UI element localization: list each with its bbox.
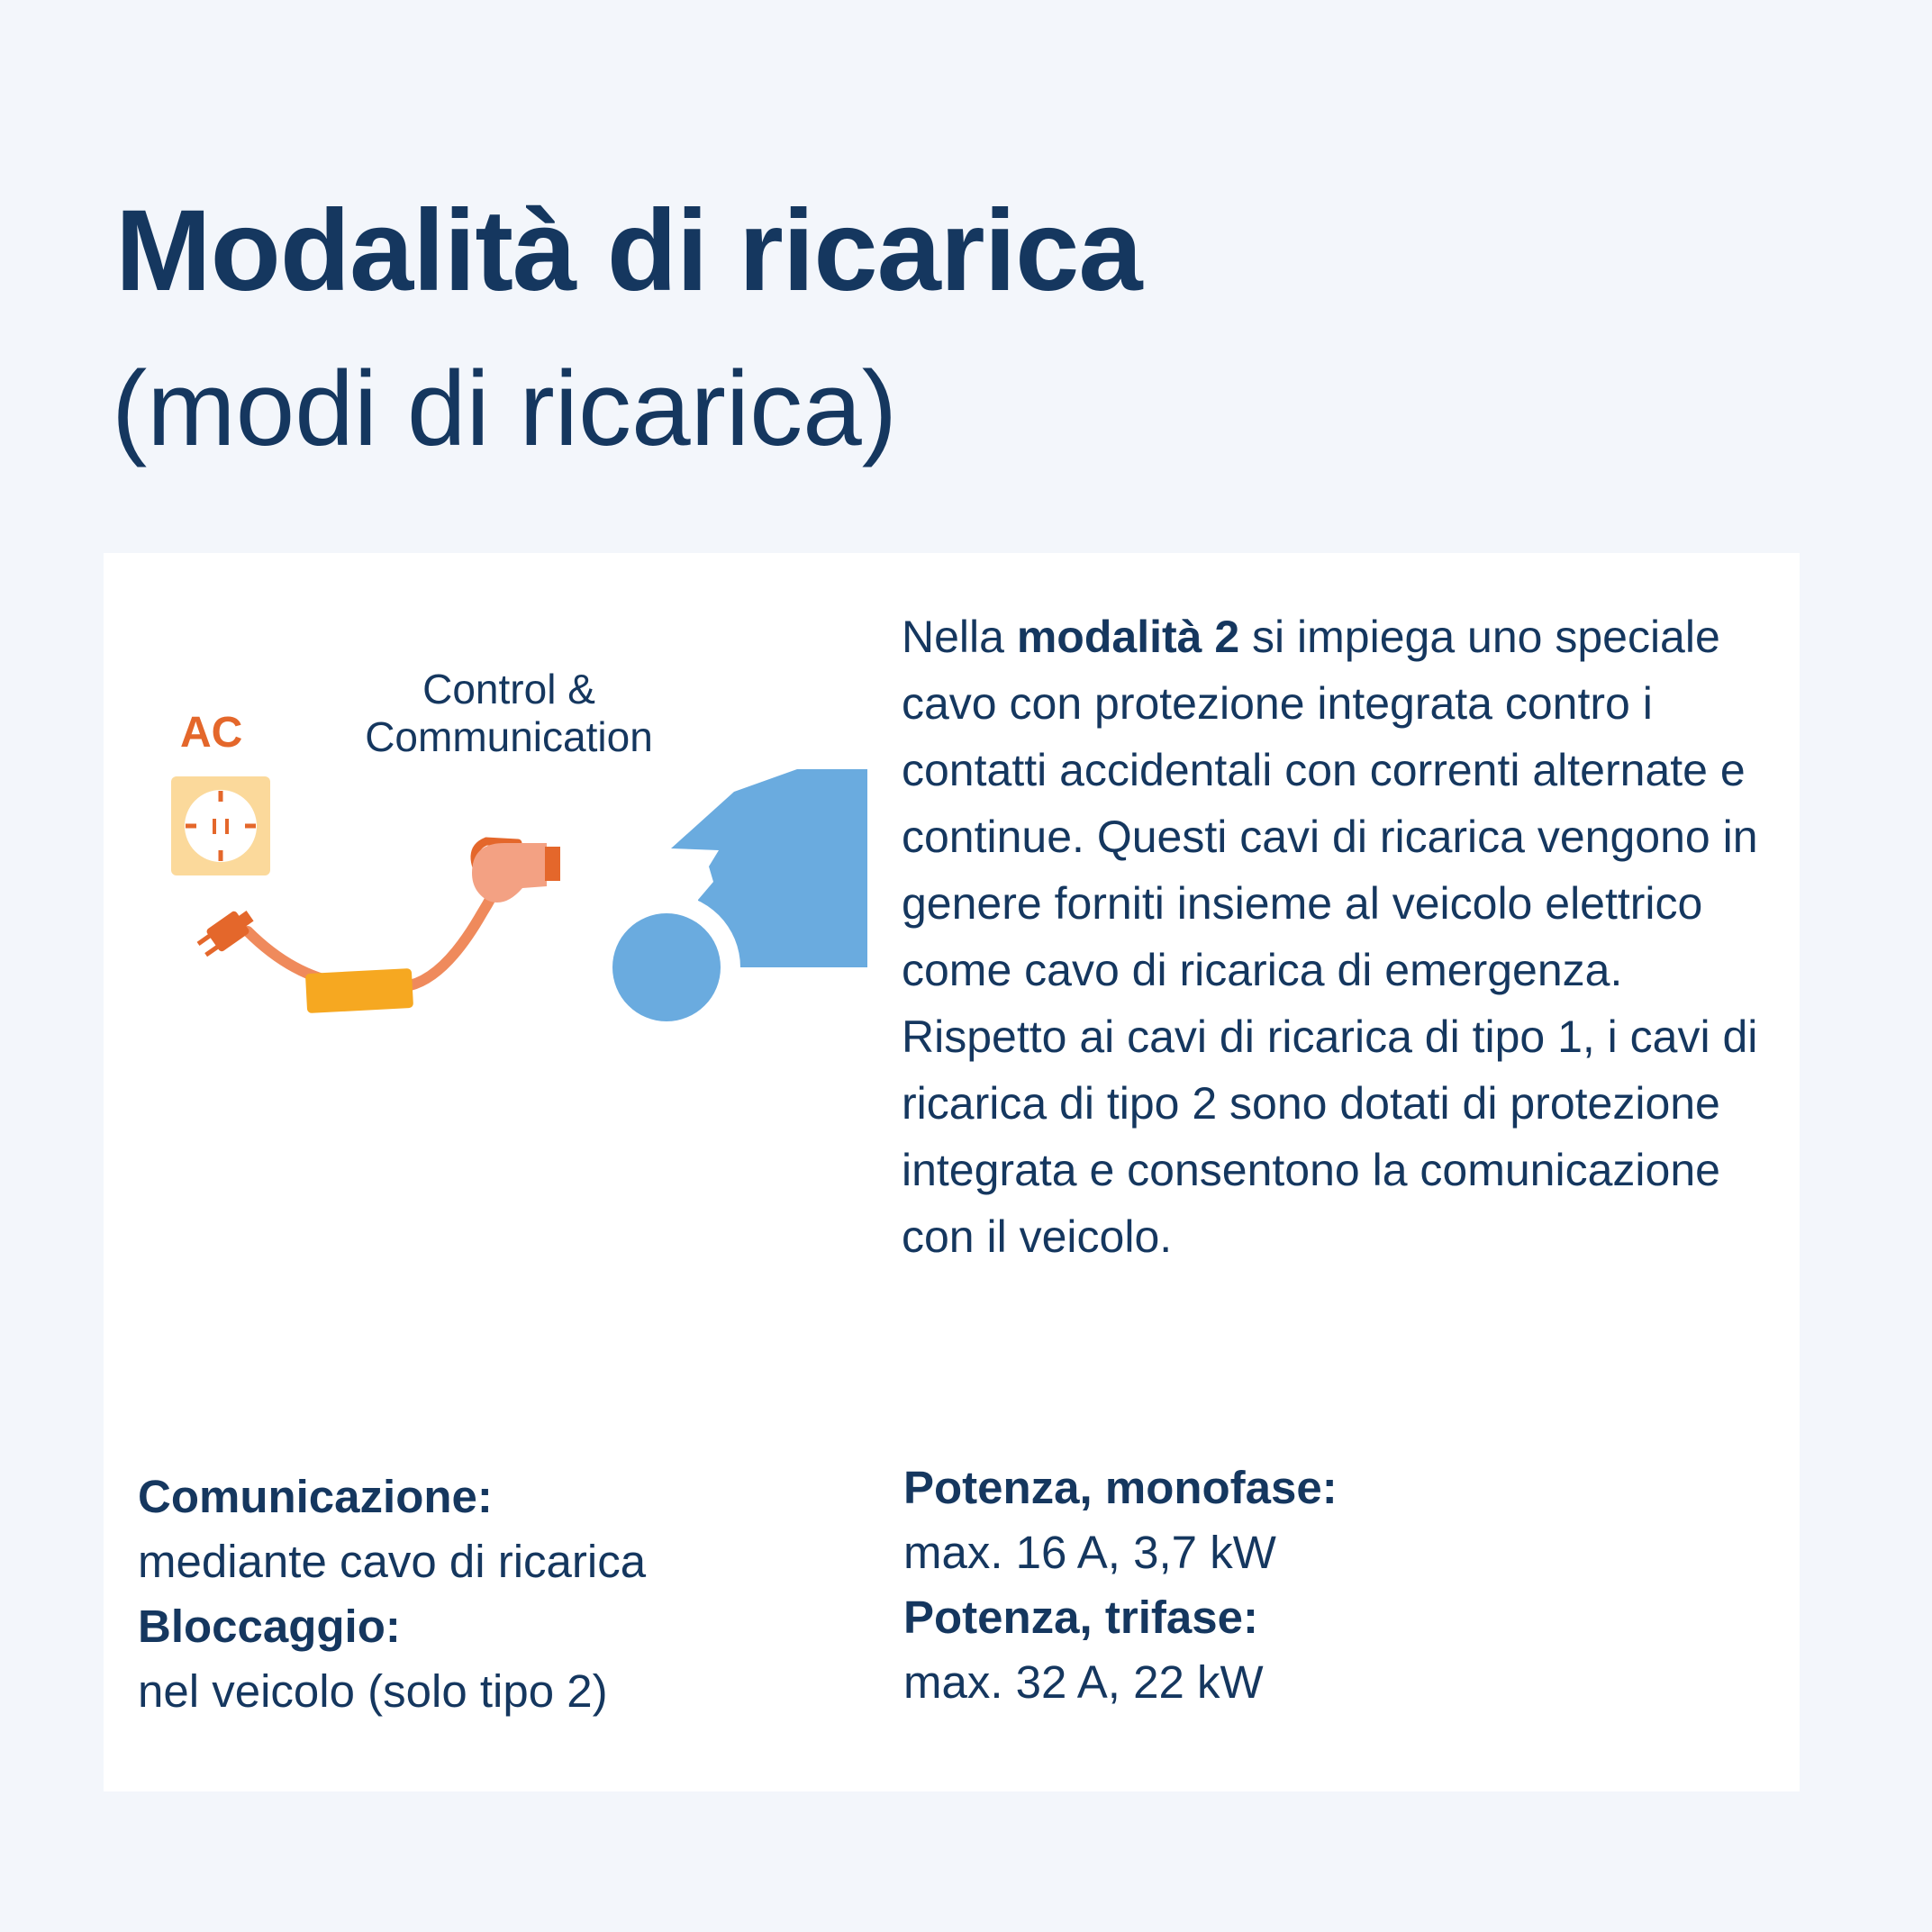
power-single-value: max. 16 A, 3,7 kW <box>903 1527 1276 1578</box>
description-body: si impiega uno speciale cavo con protezione integrata contro i contatti accidentali con correnti alternate e continue. Questi cavi di ricarica vengono in genere forniti insieme al veicolo elettrico come cavo di ricarica di emergenza. Rispetto ai cavi di ricarica di tipo 1, i cavi di ricarica di tipo 2 sono dotati di protezione integrata e consentono la comunicazione con il veicolo. <box>902 612 1758 1262</box>
locking-label: Bloccaggio: <box>138 1601 401 1652</box>
info-card <box>104 553 1800 1791</box>
communication-label: Comunicazione: <box>138 1471 493 1522</box>
facts-left <box>138 1465 646 1724</box>
control-communication-label <box>320 666 698 761</box>
mode-description <box>902 603 1766 1270</box>
charging-cable-icon <box>248 850 509 985</box>
charging-illustration-graphic <box>104 553 1004 1129</box>
control-label-line1: Control & <box>422 666 595 712</box>
page-title: Modalità di ricarica <box>115 186 1142 315</box>
wall-socket-icon <box>171 776 270 875</box>
car-icon <box>593 769 867 1041</box>
control-box-icon <box>305 968 413 1013</box>
facts-right <box>903 1456 1338 1715</box>
control-label-line2: Communication <box>365 713 653 760</box>
description-highlight: modalità 2 <box>1016 612 1240 662</box>
power-three-label: Potenza, trifase: <box>903 1592 1258 1643</box>
charging-illustration <box>104 553 1004 1129</box>
power-single-label: Potenza, monofase: <box>903 1462 1338 1513</box>
locking-value: nel veicolo (solo tipo 2) <box>138 1665 608 1717</box>
power-three-value: max. 32 A, 22 kW <box>903 1656 1264 1708</box>
description-prefix: Nella <box>902 612 1017 662</box>
communication-value: mediante cavo di ricarica <box>138 1536 647 1587</box>
page-subtitle: (modi di ricarica) <box>112 349 898 468</box>
charging-connector-icon <box>472 843 573 903</box>
ac-label: AC <box>180 709 243 757</box>
power-plug-icon <box>195 905 258 961</box>
